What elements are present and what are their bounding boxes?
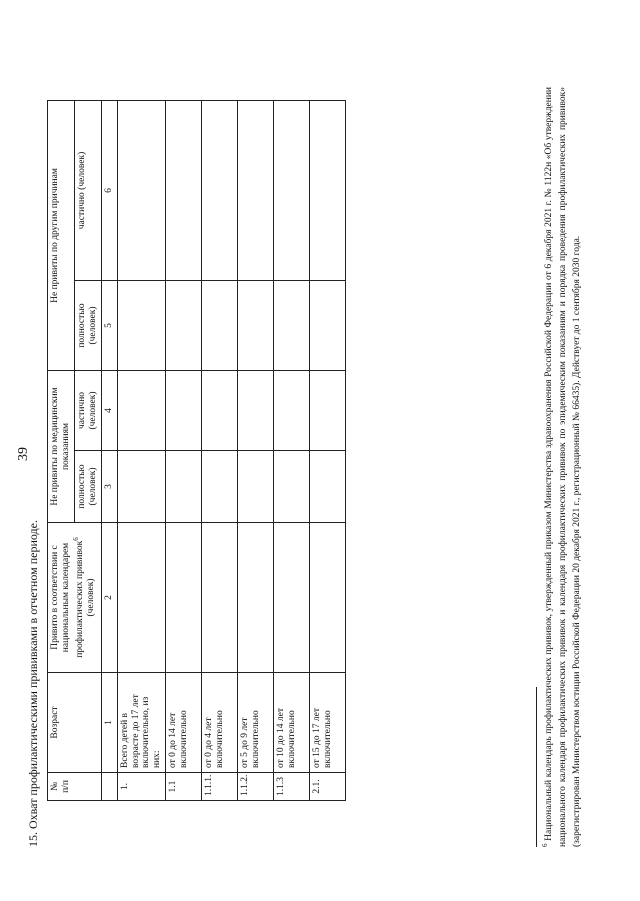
header-vaccinated-unit: (человек) (85, 578, 96, 617)
empty-cell (166, 281, 202, 371)
header-medical-partial: частично (человек) (74, 371, 101, 451)
empty-cell (238, 371, 274, 451)
empty-cell (166, 100, 202, 280)
header-age: Возраст (48, 673, 102, 773)
empty-cell (166, 371, 202, 451)
footnote-text: Национальный календарь профилактических прививок, утвержденный приказом Министерства здравоохранения Российской Федерации от 6 декабря 2021 г. № 1122н «Об утверждении национального календаря профилактических прививок и календаря профилактических прививок по эпидемическим показаниям и порядка проведения профилактических прививок» (зарегистрирован Министерством юстиции Российской Федерации 20 декабря 2021 г., регистрационный № 66435). Действует до 1 сентября 2030 года. (544, 87, 582, 847)
colnum-cell: 6 (101, 100, 117, 280)
empty-cell (274, 281, 310, 371)
colnum-cell: 4 (101, 371, 117, 451)
empty-cell (202, 451, 238, 523)
empty-cell (310, 451, 346, 523)
empty-cell (117, 523, 166, 673)
empty-cell (202, 371, 238, 451)
footnote-ref: 6 (71, 537, 80, 541)
row-label: от 0 до 4 лет включительно (202, 673, 238, 773)
table-row (202, 100, 238, 800)
empty-cell (310, 281, 346, 371)
vaccination-table (47, 100, 346, 801)
row-num: 1.1.1. (202, 773, 238, 801)
footnote (540, 87, 584, 847)
colnum-cell-empty (101, 773, 117, 801)
empty-cell (202, 523, 238, 673)
empty-cell (274, 523, 310, 673)
empty-cell (202, 281, 238, 371)
header-medical-full: полностью (человек) (74, 451, 101, 523)
row-label: от 10 до 14 лет включительно (274, 673, 310, 773)
row-label: от 5 до 9 лет включительно (238, 673, 274, 773)
empty-cell (274, 100, 310, 280)
header-other-partial: частично (человек) (74, 100, 101, 280)
row-num: 1.1.3 (274, 773, 310, 801)
header-other: Не привиты по другим причинам (48, 100, 75, 370)
header-medical: Не привиты по медицинским показаниям (48, 371, 75, 523)
empty-cell (310, 523, 346, 673)
empty-cell (202, 100, 238, 280)
empty-cell (238, 451, 274, 523)
page-number: 39 (16, 447, 31, 461)
row-num: 1.1 (166, 773, 202, 801)
empty-cell (310, 371, 346, 451)
empty-cell (117, 371, 166, 451)
row-label: от 0 до 14 лет включительно (166, 673, 202, 773)
empty-cell (238, 281, 274, 371)
colnum-cell: 3 (101, 451, 117, 523)
column-number-row (101, 100, 117, 800)
row-num: 1.1.2. (238, 773, 274, 801)
empty-cell (238, 523, 274, 673)
table-row (166, 100, 202, 800)
empty-cell (274, 371, 310, 451)
footnote-divider (536, 687, 537, 847)
table-row (117, 100, 166, 800)
row-label: Всего детей в возрасте до 17 лет включительно, из них: (117, 673, 166, 773)
empty-cell (238, 100, 274, 280)
header-row-1 (48, 100, 75, 800)
empty-cell (310, 100, 346, 280)
colnum-cell: 1 (101, 673, 117, 773)
section-title: 15. Охват профилактическими прививками в отчетном периоде. (26, 520, 40, 847)
header-num: № п/п (48, 773, 102, 801)
table-row (238, 100, 274, 800)
row-label: от 15 до 17 лет включительно (310, 673, 346, 773)
empty-cell (274, 451, 310, 523)
empty-cell (166, 451, 202, 523)
row-num: 1. (117, 773, 166, 801)
header-vaccinated (48, 523, 102, 673)
empty-cell (117, 451, 166, 523)
colnum-cell: 2 (101, 523, 117, 673)
row-num: 2.1. (310, 773, 346, 801)
table-row (310, 100, 346, 800)
empty-cell (117, 281, 166, 371)
colnum-cell: 5 (101, 281, 117, 371)
header-other-full: полностью (человек) (74, 281, 101, 371)
table-row (274, 100, 310, 800)
empty-cell (166, 523, 202, 673)
footnote-marker: 6 (541, 843, 549, 847)
empty-cell (117, 100, 166, 280)
header-vaccinated-text: Привито в соответствии с национальным календарем профилактических прививок (50, 540, 85, 658)
